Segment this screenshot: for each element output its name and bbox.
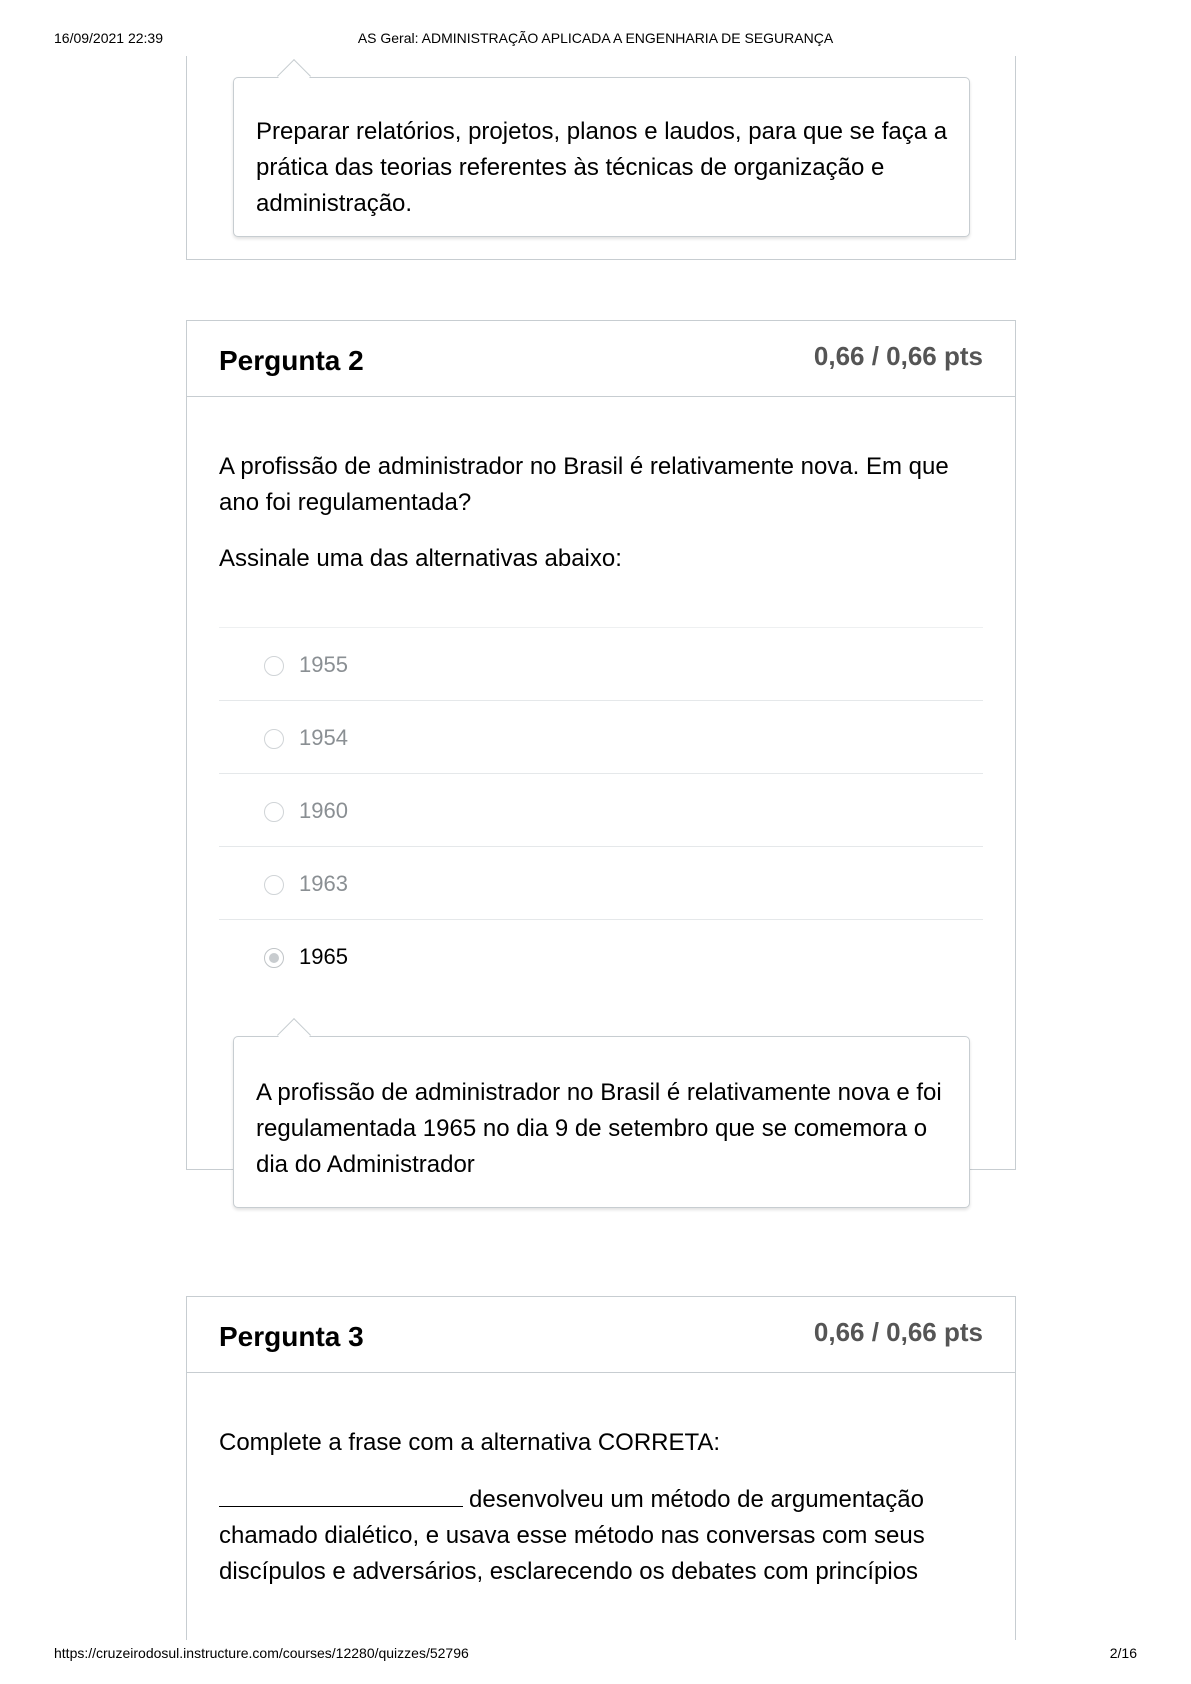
answer-label: 1954 <box>299 725 348 750</box>
question-2-card <box>186 320 1016 1178</box>
question-3-title: Pergunta 3 <box>219 1321 364 1352</box>
question-2-points: 0,66 / 0,66 pts <box>813 341 983 371</box>
question-3-header <box>187 1297 1015 1373</box>
question-1-comment <box>233 77 970 237</box>
question-1-comment-text: Preparar relatórios, projetos, planos e laudos, para que se faça a prática das teorias referentes às técnicas de organização e administração. <box>256 118 948 217</box>
answer-option[interactable] <box>219 700 983 773</box>
question-2-text: A profissão de administrador no Brasil é relativamente nova. Em que ano foi regulamentada? <box>219 453 949 516</box>
question-3-text: Complete a frase com a alternativa CORRETA: <box>219 1429 721 1456</box>
print-url: https://cruzeirodosul.instructure.com/courses/12280/quizzes/52796 <box>54 1645 469 1661</box>
question-3-card <box>186 1296 1016 1640</box>
radio-button[interactable] <box>264 729 284 749</box>
question-2-comment-text: A profissão de administrador no Brasil é relativamente nova e foi regulamentada 1965 no dia 9 de setembro que se comemora o dia do Administrador <box>256 1079 942 1178</box>
question-2-header <box>187 321 1015 397</box>
question-3-sentence-first: desenvolveu um método de argumentação <box>469 1486 924 1513</box>
quiz-content <box>0 56 1191 1640</box>
print-header <box>0 30 1191 50</box>
answer-label: 1960 <box>299 798 348 823</box>
answer-option-selected[interactable] <box>219 919 983 992</box>
question-2-instruction: Assinale uma das alternativas abaixo: <box>219 545 622 572</box>
question-1-card <box>186 56 1016 260</box>
radio-button[interactable] <box>264 656 284 676</box>
answer-label: 1955 <box>299 652 348 677</box>
question-3-sentence-rest: chamado dialético, e usava esse método nas conversas com seus discípulos e adversários, esclarecendo os debates com princípios <box>219 1522 925 1585</box>
print-page-number: 2/16 <box>1109 1645 1137 1661</box>
radio-button-checked[interactable] <box>264 948 284 968</box>
radio-button[interactable] <box>264 802 284 822</box>
radio-button[interactable] <box>264 875 284 895</box>
answer-option[interactable] <box>219 846 983 919</box>
answer-option[interactable] <box>219 773 983 846</box>
print-footer <box>0 1645 1191 1665</box>
question-2-title: Pergunta 2 <box>219 345 364 376</box>
answer-label-selected: 1965 <box>299 944 348 969</box>
comment-arrow <box>277 1018 311 1052</box>
comment-arrow <box>277 59 311 93</box>
question-2-answers <box>219 627 983 992</box>
question-3-points: 0,66 / 0,66 pts <box>813 1317 983 1347</box>
answer-label: 1963 <box>299 871 348 896</box>
question-3-sentence <box>219 1481 983 1590</box>
question-2-comment <box>233 1036 970 1208</box>
answer-option[interactable] <box>219 627 983 700</box>
print-page-title: AS Geral: ADMINISTRAÇÃO APLICADA A ENGENHARIA DE SEGURANÇA <box>357 30 834 46</box>
print-datetime: 16/09/2021 22:39 <box>54 30 163 46</box>
fill-in-blank <box>219 1481 463 1507</box>
